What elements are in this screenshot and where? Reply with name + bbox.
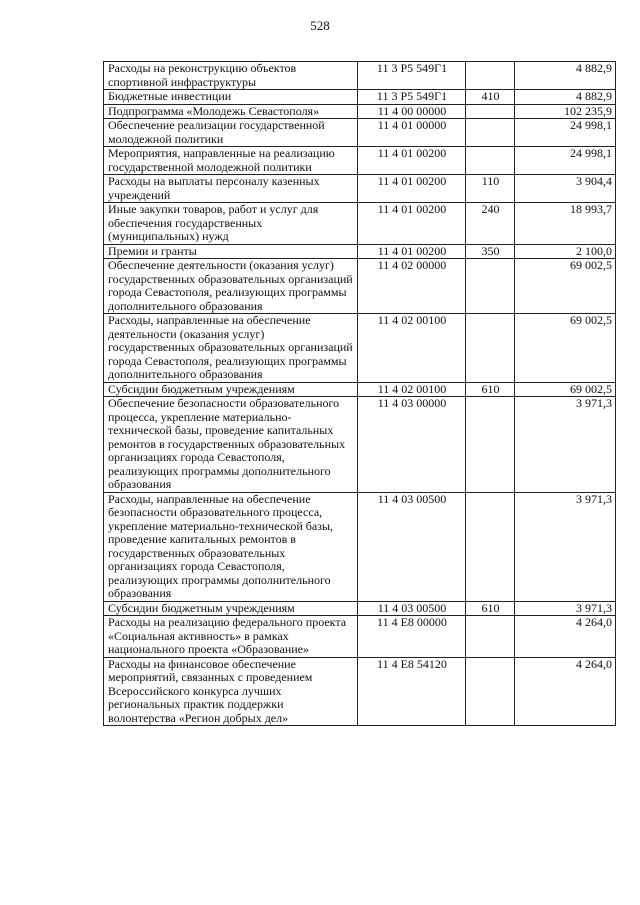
expense-type-cell: [466, 259, 515, 314]
table-row: [104, 616, 616, 658]
budget-table-body: [104, 62, 616, 726]
expense-name-cell: Расходы, направленные на обеспечение деятельности (оказания услуг) государственных образовательных организаций города Севастополя, реализующих программы дополнительного образования: [104, 314, 358, 383]
expense-type-cell: [466, 314, 515, 383]
table-row: [104, 601, 616, 616]
expense-type-cell: [466, 119, 515, 147]
budget-table: [103, 61, 616, 726]
budget-code-cell: 11 4 E8 00000: [358, 616, 466, 658]
expense-type-cell: 240: [466, 203, 515, 245]
budget-code-cell: 11 4 01 00200: [358, 203, 466, 245]
expense-name-cell: Расходы на выплаты персоналу казенных учреждений: [104, 175, 358, 203]
budget-code-cell: 11 4 03 00000: [358, 397, 466, 493]
table-row: [104, 244, 616, 259]
expense-name-cell: Субсидии бюджетным учреждениям: [104, 601, 358, 616]
table-row: [104, 175, 616, 203]
amount-cell: 3 904,4: [515, 175, 616, 203]
expense-name-cell: Бюджетные инвестиции: [104, 90, 358, 105]
amount-cell: 3 971,3: [515, 492, 616, 601]
amount-cell: 4 882,9: [515, 90, 616, 105]
budget-code-cell: 11 4 02 00100: [358, 314, 466, 383]
expense-name-cell: Расходы на реконструкцию объектов спортивной инфраструктуры: [104, 62, 358, 90]
expense-type-cell: [466, 492, 515, 601]
table-row: [104, 119, 616, 147]
budget-code-cell: 11 4 03 00500: [358, 492, 466, 601]
expense-type-cell: [466, 397, 515, 493]
expense-name-cell: Иные закупки товаров, работ и услуг для обеспечения государственных (муниципальных) нужд: [104, 203, 358, 245]
table-row: [104, 90, 616, 105]
budget-code-cell: 11 4 01 00000: [358, 119, 466, 147]
expense-name-cell: Расходы на финансовое обеспечение мероприятий, связанных с проведением Всероссийского конкурса лучших региональных практик поддержки волонтерства «Регион добрых дел»: [104, 657, 358, 726]
amount-cell: 4 264,0: [515, 657, 616, 726]
expense-type-cell: [466, 657, 515, 726]
table-row: [104, 397, 616, 493]
expense-name-cell: Мероприятия, направленные на реализацию государственной молодежной политики: [104, 147, 358, 175]
table-row: [104, 104, 616, 119]
expense-name-cell: Субсидии бюджетным учреждениям: [104, 382, 358, 397]
amount-cell: 4 882,9: [515, 62, 616, 90]
table-row: [104, 203, 616, 245]
amount-cell: 2 100,0: [515, 244, 616, 259]
expense-type-cell: 350: [466, 244, 515, 259]
table-row: [104, 259, 616, 314]
table-row: [104, 492, 616, 601]
budget-code-cell: 11 3 P5 549Г1: [358, 62, 466, 90]
budget-code-cell: 11 3 P5 549Г1: [358, 90, 466, 105]
budget-code-cell: 11 4 03 00500: [358, 601, 466, 616]
expense-name-cell: Подпрограмма «Молодежь Севастополя»: [104, 104, 358, 119]
expense-name-cell: Расходы, направленные на обеспечение безопасности образовательного процесса, укрепление материально-технической базы, проведение капитальных ремонтов в государственных образовательных организациях города Севастополя, реализующих программы дополнительного образования: [104, 492, 358, 601]
expense-type-cell: [466, 147, 515, 175]
amount-cell: 69 002,5: [515, 259, 616, 314]
budget-code-cell: 11 4 00 00000: [358, 104, 466, 119]
table-row: [104, 657, 616, 726]
amount-cell: 69 002,5: [515, 382, 616, 397]
table-row: [104, 147, 616, 175]
expense-type-cell: 110: [466, 175, 515, 203]
amount-cell: 24 998,1: [515, 147, 616, 175]
amount-cell: 24 998,1: [515, 119, 616, 147]
budget-code-cell: 11 4 02 00100: [358, 382, 466, 397]
page-number: 528: [310, 18, 330, 33]
expense-name-cell: Расходы на реализацию федерального проекта «Социальная активность» в рамках национального проекта «Образование»: [104, 616, 358, 658]
expense-name-cell: Премии и гранты: [104, 244, 358, 259]
expense-type-cell: 610: [466, 601, 515, 616]
expense-name-cell: Обеспечение безопасности образовательного процесса, укрепление материально-технической базы, проведение капитальных ремонтов в государственных образовательных организациях города Севастополя, реализующих программы дополнительного образования: [104, 397, 358, 493]
expense-type-cell: 610: [466, 382, 515, 397]
table-row: [104, 314, 616, 383]
budget-code-cell: 11 4 01 00200: [358, 147, 466, 175]
expense-type-cell: [466, 616, 515, 658]
amount-cell: 69 002,5: [515, 314, 616, 383]
expense-name-cell: Обеспечение реализации государственной молодежной политики: [104, 119, 358, 147]
table-row: [104, 382, 616, 397]
budget-code-cell: 11 4 02 00000: [358, 259, 466, 314]
expense-type-cell: [466, 62, 515, 90]
amount-cell: 4 264,0: [515, 616, 616, 658]
amount-cell: 102 235,9: [515, 104, 616, 119]
amount-cell: 3 971,3: [515, 601, 616, 616]
amount-cell: 18 993,7: [515, 203, 616, 245]
expense-type-cell: [466, 104, 515, 119]
expense-type-cell: 410: [466, 90, 515, 105]
amount-cell: 3 971,3: [515, 397, 616, 493]
table-row: [104, 62, 616, 90]
budget-code-cell: 11 4 01 00200: [358, 244, 466, 259]
budget-code-cell: 11 4 01 00200: [358, 175, 466, 203]
budget-code-cell: 11 4 E8 54120: [358, 657, 466, 726]
expense-name-cell: Обеспечение деятельности (оказания услуг) государственных образовательных организаций города Севастополя, реализующих программы дополнительного образования: [104, 259, 358, 314]
